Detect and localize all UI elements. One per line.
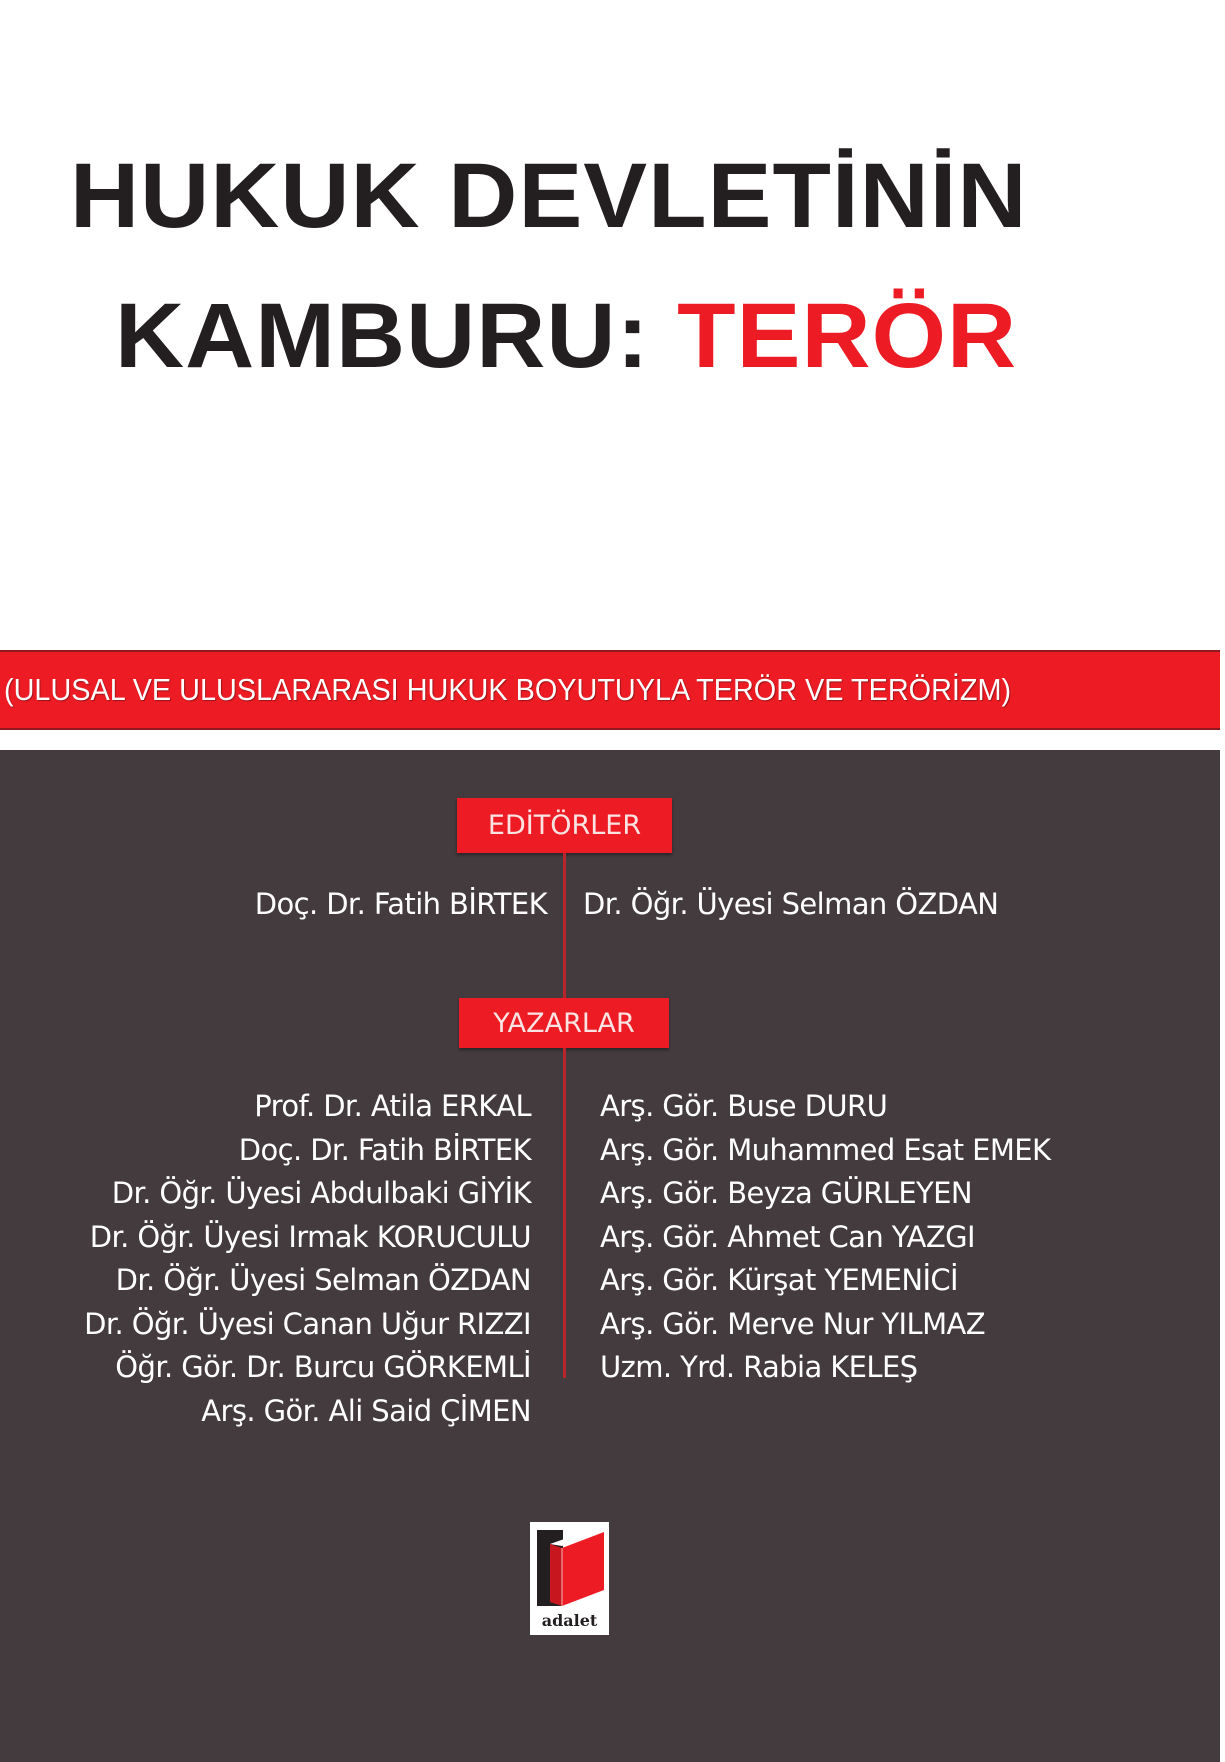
author-name: Arş. Gör. Ahmet Can YAZGI xyxy=(600,1219,975,1254)
authors-left-column xyxy=(84,1085,531,1433)
subtitle: (ULUSAL VE ULUSLARARASI HUKUK BOYUTUYLA TERÖR VE TERÖRİZM) xyxy=(4,672,1012,707)
author-name: Uzm. Yrd. Rabia KELEŞ xyxy=(600,1350,918,1384)
author-name: Dr. Öğr. Üyesi Irmak KORUCULU xyxy=(89,1219,531,1254)
title-prefix: KAMBURU: xyxy=(115,285,678,387)
book-logo-icon xyxy=(532,1524,607,1609)
author-name: Arş. Gör. Merve Nur YILMAZ xyxy=(600,1306,985,1341)
contributors-panel xyxy=(0,750,1220,1762)
title-line-1: HUKUK DEVLETİNİN xyxy=(70,145,1028,247)
authors-divider xyxy=(563,1048,566,1378)
editor-name: Doç. Dr. Fatih BİRTEK xyxy=(254,887,547,921)
author-name: Doç. Dr. Fatih BİRTEK xyxy=(238,1132,531,1167)
author-name: Arş. Gör. Muhammed Esat EMEK xyxy=(600,1132,1051,1167)
author-name: Arş. Gör. Beyza GÜRLEYEN xyxy=(600,1176,972,1210)
publisher-logo xyxy=(530,1522,609,1635)
publisher-name: adalet xyxy=(541,1611,598,1630)
author-name: Prof. Dr. Atila ERKAL xyxy=(254,1089,531,1123)
editors-divider xyxy=(563,853,566,998)
title-line-2 xyxy=(115,285,1018,387)
author-name: Arş. Gör. Ali Said ÇİMEN xyxy=(201,1393,531,1428)
subtitle-band xyxy=(0,650,1220,730)
author-name: Arş. Gör. Buse DURU xyxy=(600,1089,888,1123)
author-name: Dr. Öğr. Üyesi Canan Uğur RIZZI xyxy=(84,1306,531,1341)
author-name: Arş. Gör. Kürşat YEMENİCİ xyxy=(600,1263,958,1297)
author-name: Öğr. Gör. Dr. Burcu GÖRKEMLİ xyxy=(115,1350,531,1384)
author-name: Dr. Öğr. Üyesi Abdulbaki GİYİK xyxy=(111,1176,531,1210)
authors-label: YAZARLAR xyxy=(459,998,669,1048)
authors-right-column xyxy=(600,1085,1050,1390)
title-accent-word: TERÖR xyxy=(677,285,1018,387)
editors-label: EDİTÖRLER xyxy=(457,798,672,853)
author-name: Dr. Öğr. Üyesi Selman ÖZDAN xyxy=(115,1263,531,1297)
editor-name: Dr. Öğr. Üyesi Selman ÖZDAN xyxy=(583,887,999,921)
